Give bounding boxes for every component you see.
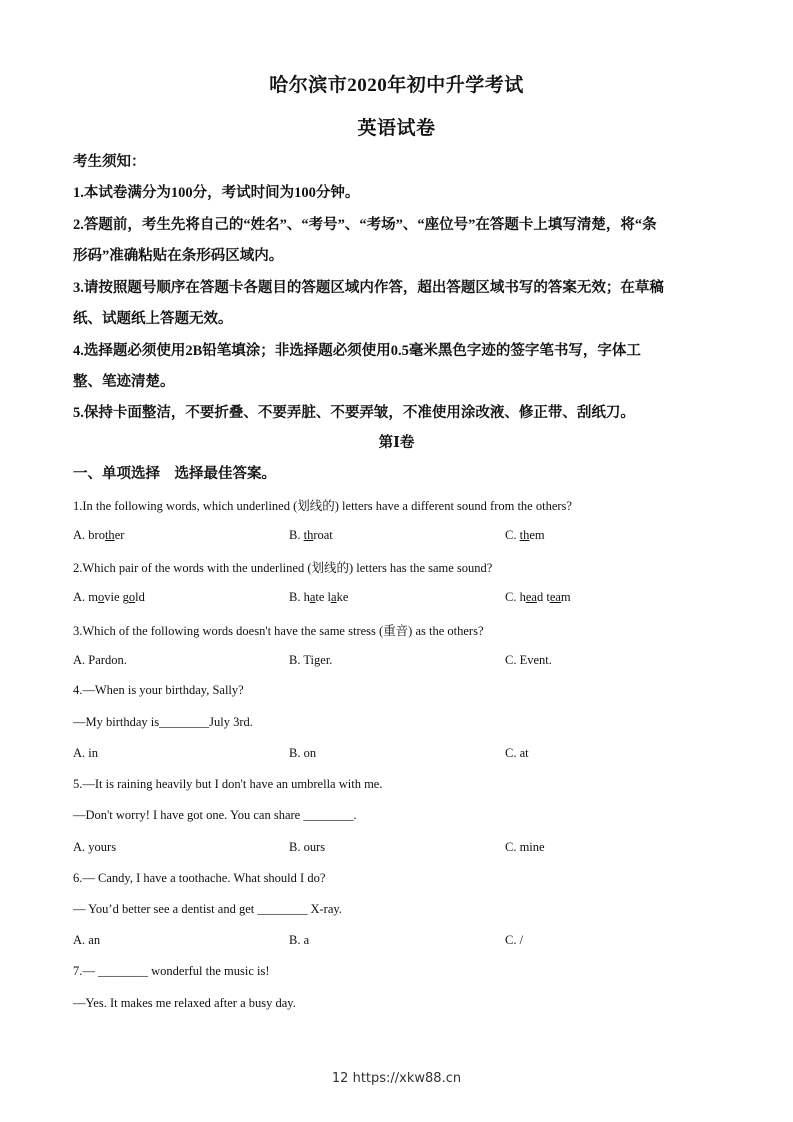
question-4-option-b: B. on	[289, 746, 317, 760]
question-5-option-b: B. ours	[289, 840, 326, 854]
question-2-option-a: A. movie gold	[73, 590, 145, 604]
volume-heading: 第Ⅰ卷	[378, 435, 415, 451]
notice-heading: 考生须知：	[73, 154, 146, 170]
question-4-option-a: A. in	[73, 746, 98, 760]
question-1-option-a: A. brother	[73, 528, 125, 542]
question-2-option-b: B. hate lake	[289, 590, 349, 604]
question-7-line-1: 7.— ________ wonderful the music is!	[73, 964, 270, 978]
question-3-option-b: B. Tiger.	[289, 653, 333, 667]
part-heading: 一、单项选择 选择最佳答案。	[73, 466, 276, 482]
notice-item-2-line-2: 形码”准确粘贴在条形码区域内。	[73, 248, 284, 264]
notice-item-4-line-1: 4.选择题必须使用2B铅笔填涂；非选择题必须使用0.5毫米黑色字迹的签字笔书写，字体工	[73, 343, 641, 359]
question-3-option-c: C. Event.	[505, 653, 552, 667]
question-4-line-1: 4.—When is your birthday, Sally?	[73, 683, 244, 697]
notice-item-1: 1.本试卷满分为100分，考试时间为100分钟。	[73, 185, 360, 201]
notice-item-5: 5.保持卡面整洁，不要折叠、不要弄脏、不要弄皱，不准使用涂改液、修正带、刮纸刀。	[73, 405, 635, 421]
question-5-line-2: —Don't worry! I have got one. You can share ________.	[73, 808, 357, 822]
notice-item-4-line-2: 整、笔迹清楚。	[73, 374, 175, 390]
notice-item-2-line-1: 2.答题前，考生先将自己的“姓名”、“考号”、“考场”、“座位号”在答题卡上填写清楚，将“条	[73, 217, 657, 233]
question-2-option-c: C. head team	[505, 590, 571, 604]
exam-subtitle: 英语试卷	[357, 118, 436, 139]
question-1-option-c: C. them	[505, 528, 545, 542]
exam-title: 哈尔滨市2020年初中升学考试	[269, 75, 524, 96]
question-6-option-c: C. /	[505, 933, 524, 947]
question-7-line-2: —Yes. It makes me relaxed after a busy day.	[73, 996, 296, 1010]
question-6-line-1: 6.— Candy, I have a toothache. What should I do?	[73, 871, 326, 885]
page-footer: 12 https://xkw88.cn	[331, 1071, 462, 1086]
question-4-option-c: C. at	[505, 746, 529, 760]
question-6-line-2: — You’d better see a dentist and get ________ X-ray.	[73, 902, 342, 916]
question-4-line-2: —My birthday is________July 3rd.	[73, 715, 253, 729]
question-6-option-a: A. an	[73, 933, 101, 947]
question-2-stem: 2.Which pair of the words with the underlined (划线的) letters has the same sound?	[73, 561, 493, 575]
question-1-option-b: B. throat	[289, 528, 333, 542]
question-5-option-a: A. yours	[73, 840, 117, 854]
notice-item-3-line-1: 3.请按照题号顺序在答题卡各题目的答题区域内作答，超出答题区域书写的答案无效；在草稿	[73, 280, 664, 296]
question-3-option-a: A. Pardon.	[73, 653, 127, 667]
question-1-stem: 1.In the following words, which underlined (划线的) letters have a different sound from the others?	[73, 499, 572, 513]
question-5-option-c: C. mine	[505, 840, 545, 854]
question-6-option-b: B. a	[289, 933, 310, 947]
question-3-stem: 3.Which of the following words doesn't have the same stress (重音) as the others?	[73, 624, 484, 638]
notice-item-3-line-2: 纸、试题纸上答题无效。	[73, 311, 233, 327]
question-5-line-1: 5.—It is raining heavily but I don't have an umbrella with me.	[73, 777, 383, 791]
